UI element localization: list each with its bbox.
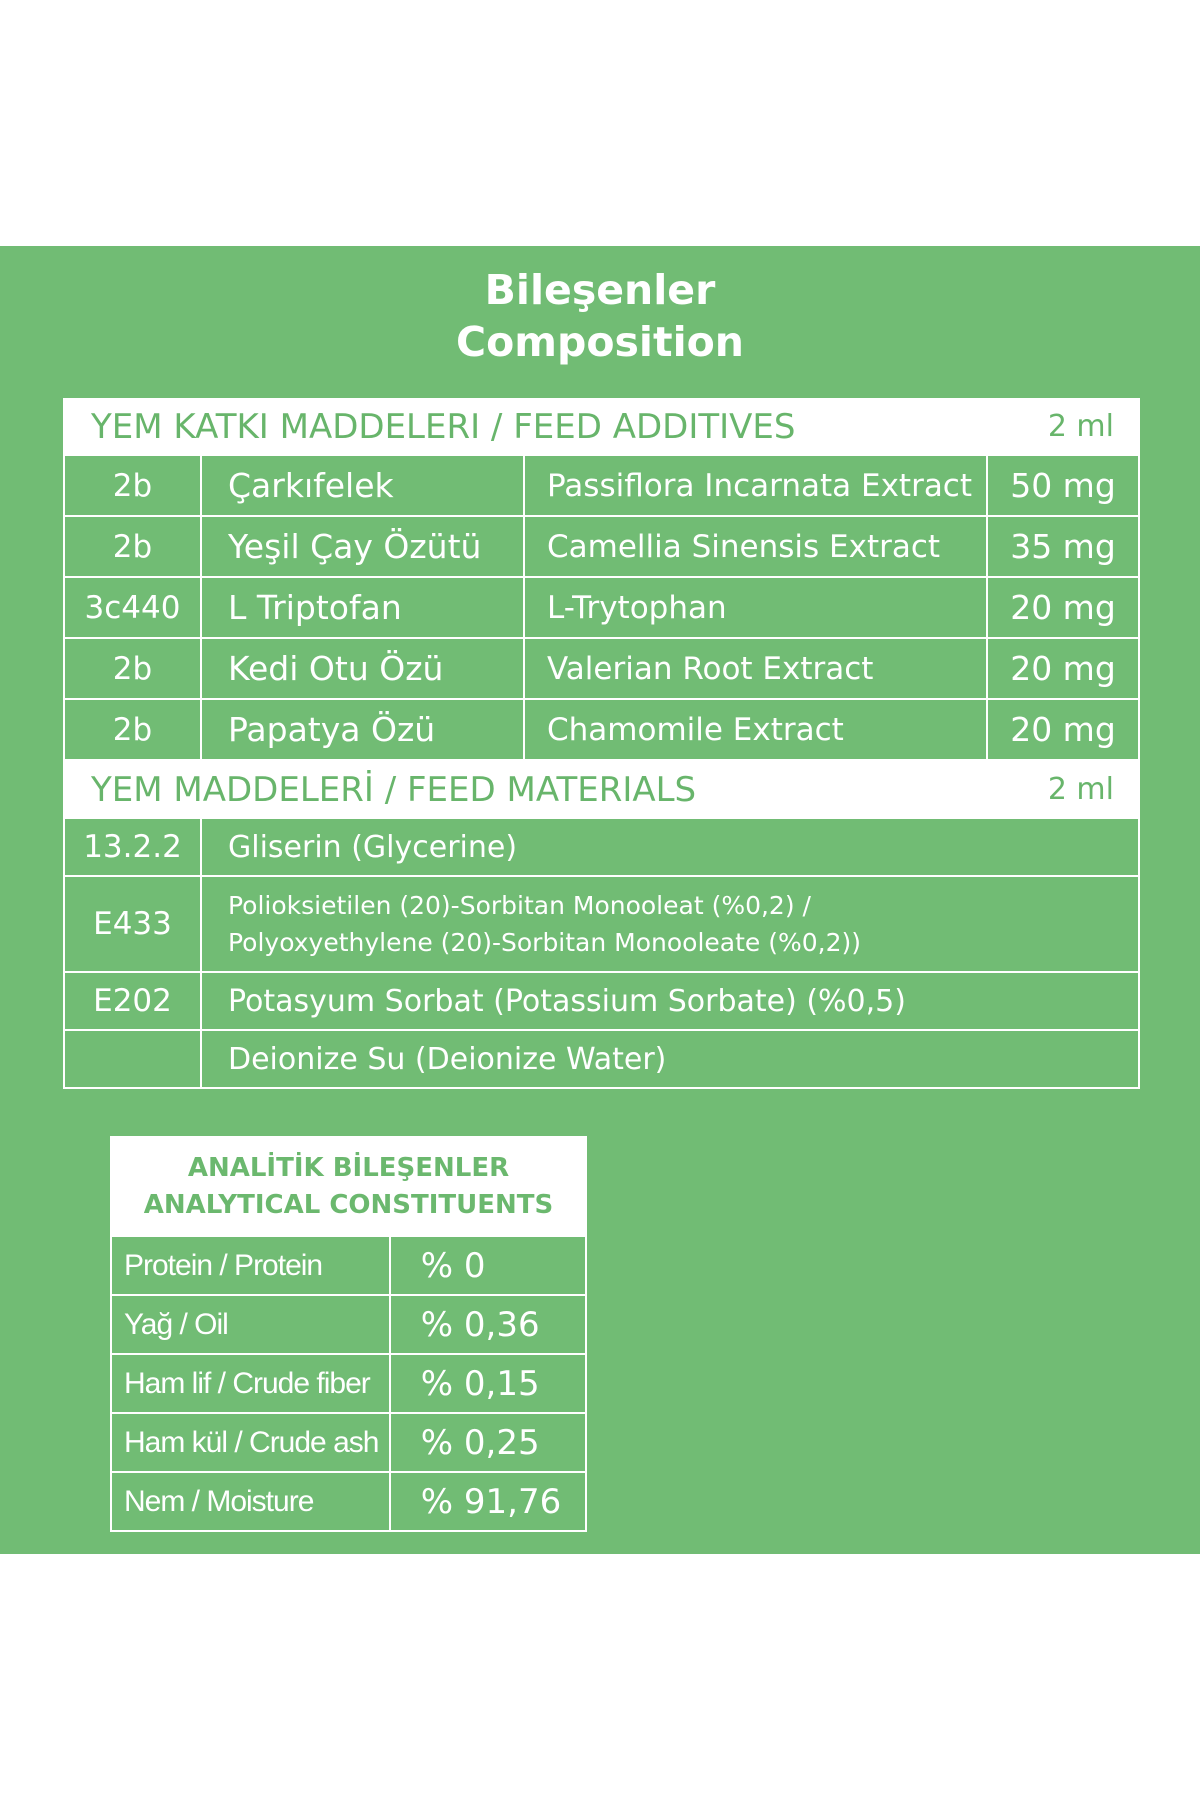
feed-additives-header bbox=[63, 398, 1140, 456]
additive-name-en: Chamomile Extract bbox=[525, 700, 988, 759]
analytical-header bbox=[110, 1136, 587, 1237]
table-row bbox=[63, 819, 1140, 877]
feed-materials-amount: 2 ml bbox=[1047, 772, 1114, 807]
table-row bbox=[63, 1031, 1140, 1089]
additive-code: 2b bbox=[65, 700, 202, 759]
table-row bbox=[110, 1473, 587, 1532]
table-row bbox=[110, 1237, 587, 1296]
additive-name-en: Passiflora Incarnata Extract bbox=[525, 456, 988, 515]
material-code: E202 bbox=[65, 973, 202, 1029]
table-row bbox=[63, 877, 1140, 973]
table-row bbox=[63, 973, 1140, 1031]
composition-panel bbox=[0, 246, 1200, 1554]
material-code bbox=[65, 1031, 202, 1087]
feed-additives-amount: 2 ml bbox=[1047, 409, 1114, 444]
feed-additives-rows bbox=[63, 456, 1140, 761]
additive-name-tr: Kedi Otu Özü bbox=[202, 639, 525, 698]
feed-materials-header bbox=[63, 761, 1140, 819]
constituent-label: Protein / Protein bbox=[112, 1237, 391, 1294]
additive-code: 3c440 bbox=[65, 578, 202, 637]
composition-table bbox=[63, 398, 1140, 1089]
constituent-value: % 0,25 bbox=[420, 1422, 540, 1463]
additive-code: 2b bbox=[65, 517, 202, 576]
material-code: 13.2.2 bbox=[65, 819, 202, 875]
analytical-title-en: ANALYTICAL CONSTITUENTS bbox=[143, 1190, 554, 1220]
table-row bbox=[63, 456, 1140, 517]
constituent-label: Yağ / Oil bbox=[112, 1296, 391, 1353]
additive-name-en: L-Trytophan bbox=[525, 578, 988, 637]
analytical-title-tr: ANALİTİK BİLEŞENLER bbox=[187, 1153, 510, 1183]
table-row bbox=[63, 578, 1140, 639]
additive-name-tr: L Triptofan bbox=[202, 578, 525, 637]
composition-title bbox=[0, 264, 1200, 368]
material-text bbox=[202, 877, 1138, 971]
additive-code: 2b bbox=[65, 456, 202, 515]
constituent-value: % 91,76 bbox=[420, 1481, 562, 1522]
title-en: Composition bbox=[456, 318, 744, 366]
constituent-value: % 0,15 bbox=[420, 1363, 540, 1404]
material-text: Potasyum Sorbat (Potassium Sorbate) (%0,5) bbox=[228, 983, 906, 1019]
table-row bbox=[110, 1414, 587, 1473]
additive-code: 2b bbox=[65, 639, 202, 698]
table-row bbox=[63, 517, 1140, 578]
material-text: Deionize Su (Deionize Water) bbox=[228, 1041, 667, 1077]
material-text-line-1: Polioksietilen (20)-Sorbitan Monooleat (%0,2) / bbox=[228, 891, 811, 920]
material-code: E433 bbox=[65, 877, 202, 971]
constituent-label: Nem / Moisture bbox=[112, 1473, 391, 1530]
additive-dose: 50 mg bbox=[1010, 466, 1116, 505]
analytical-constituents-table bbox=[110, 1136, 587, 1532]
additive-dose: 20 mg bbox=[1010, 649, 1116, 688]
constituent-value: % 0,36 bbox=[420, 1304, 540, 1345]
additive-name-tr: Çarkıfelek bbox=[202, 456, 525, 515]
additive-name-tr: Yeşil Çay Özütü bbox=[202, 517, 525, 576]
constituent-label: Ham kül / Crude ash bbox=[112, 1414, 391, 1471]
additive-name-en: Valerian Root Extract bbox=[525, 639, 988, 698]
additive-name-tr: Papatya Özü bbox=[202, 700, 525, 759]
table-row bbox=[110, 1355, 587, 1414]
additive-dose: 35 mg bbox=[1010, 527, 1116, 566]
additive-dose: 20 mg bbox=[1010, 588, 1116, 627]
material-text-line-2: Polyoxyethylene (20)-Sorbitan Monooleate (%0,2)) bbox=[228, 928, 862, 957]
feed-additives-label: YEM KATKI MADDELERI / FEED ADDITIVES bbox=[91, 407, 796, 447]
constituent-label: Ham lif / Crude fiber bbox=[112, 1355, 391, 1412]
feed-materials-label: YEM MADDELERİ / FEED MATERIALS bbox=[91, 770, 697, 810]
title-tr: Bileşenler bbox=[484, 266, 716, 314]
constituent-value: % 0 bbox=[420, 1245, 486, 1286]
table-row bbox=[63, 639, 1140, 700]
table-row bbox=[63, 700, 1140, 761]
material-text: Gliserin (Glycerine) bbox=[228, 829, 518, 865]
table-row bbox=[110, 1296, 587, 1355]
additive-dose: 20 mg bbox=[1010, 710, 1116, 749]
additive-name-en: Camellia Sinensis Extract bbox=[525, 517, 988, 576]
